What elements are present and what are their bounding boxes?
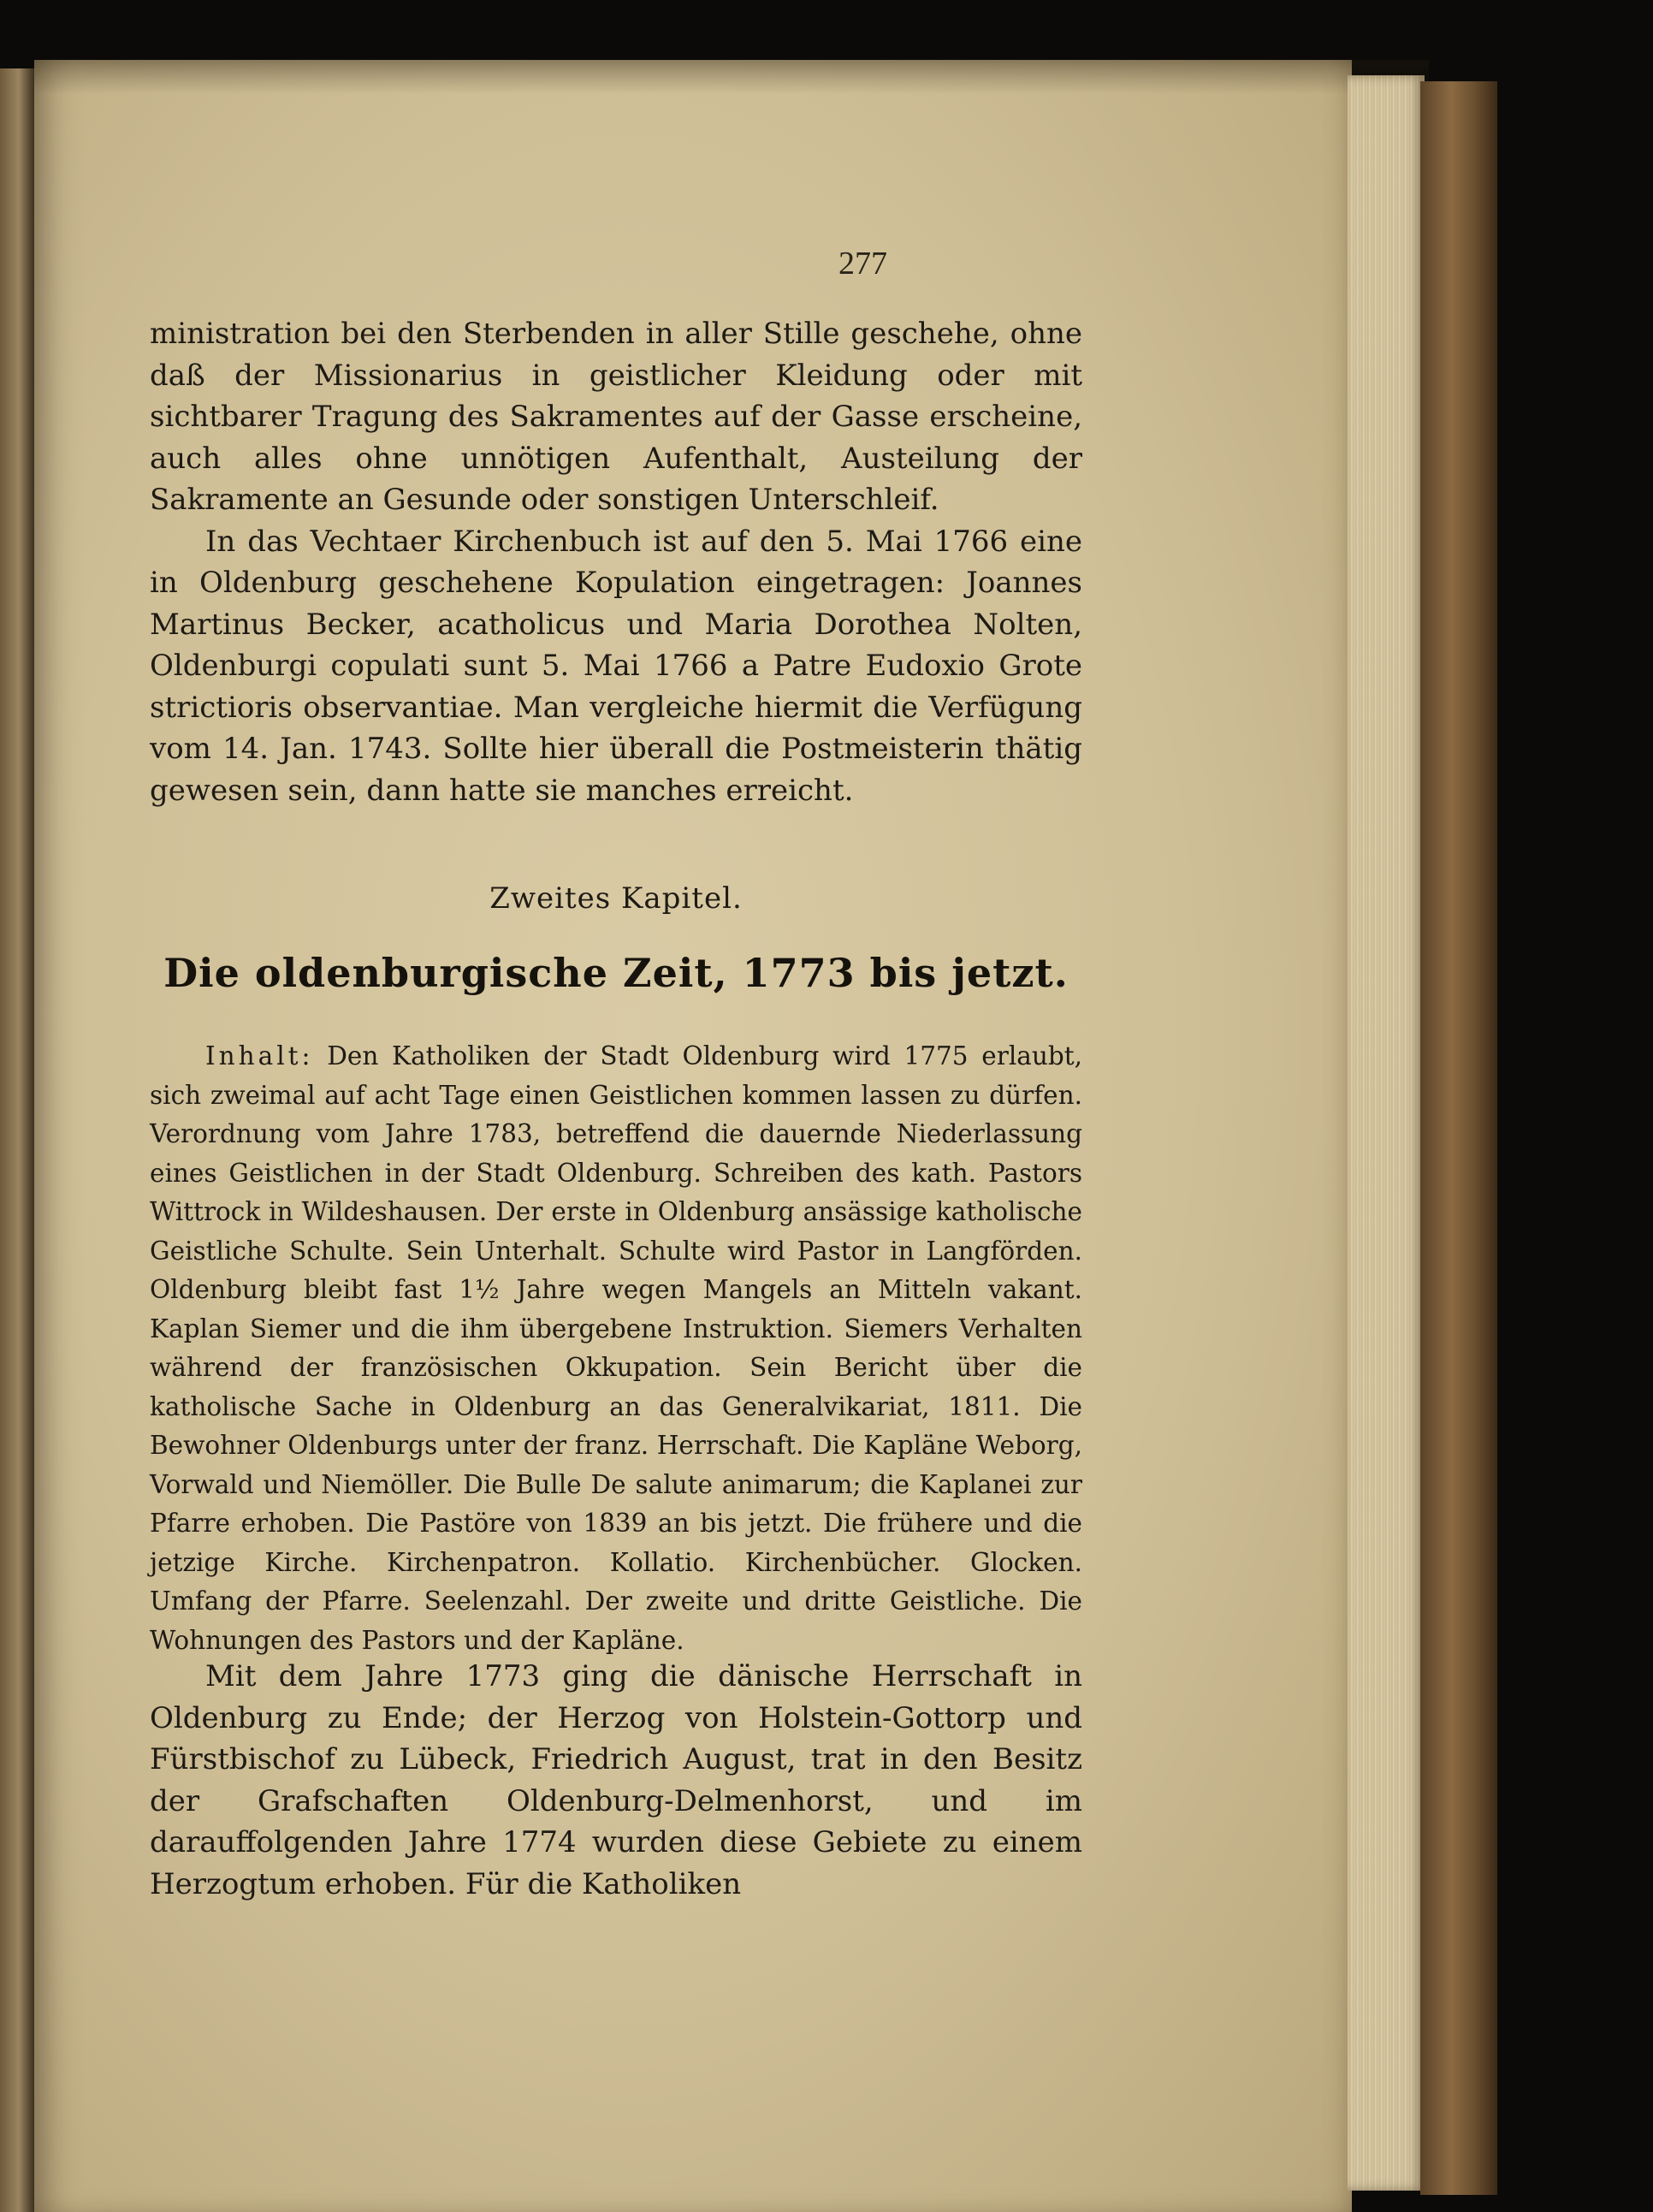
left-page-edge — [0, 68, 34, 2212]
text-section-bottom — [150, 1656, 1082, 1905]
chapter-summary — [150, 1037, 1082, 1660]
paragraph-3: Mit dem Jahre 1773 ging die dänische Herrschaft in Oldenburg zu Ende; der Herzog von Holstein-Gottorp und Fürstbischof zu Lübeck, Friedrich August, trat in den Besitz der Grafschaften Oldenburg-Delmenhorst, und im darauffolgenden Jahre 1774 wurden diese Gebiete zu einem Herzogtum erhoben. Für die Katholiken — [150, 1659, 1082, 1901]
summary-text: Den Katholiken der Stadt Oldenburg wird 1775 erlaubt, sich zweimal auf acht Tage einen Geistlichen kommen lassen zu dürfen. Verordnung vom Jahre 1783, betreffend die dauernde Niederlassung eines Geistlichen in der Stadt Oldenburg. Schreiben des kath. Pastors Wittrock in Wildeshausen. Der erste in Oldenburg ansässige katholische Geistliche Schulte. Sein Unterhalt. Schulte wird Pastor in Langförden. Oldenburg bleibt fast 1½ Jahre wegen Mangels an Mitteln vakant. Kaplan Siemer und die ihm übergebene Instruktion. Siemers Verhalten während der französischen Okkupation. Sein Bericht über die katholische Sache in Oldenburg an das Generalvikariat, 1811. Die Bewohner Oldenburgs unter der franz. Herrschaft. Die Kapläne Weborg, Vorwald und Niemöller. Die Bulle De salute animarum; die Kaplanei zur Pfarre erhoben. Die Pastöre von 1839 an bis jetzt. Die frühere und die jetzige Kirche. Kirchenpatron. Kollatio. Kirchenbücher. Glocken. Umfang der Pfarre. Seelenzahl. Der zweite und dritte Geistliche. Die Wohnungen des Pastors und der Kapläne. — [150, 1041, 1082, 1655]
summary-lead: Inhalt: — [205, 1041, 314, 1070]
page-top-shadow — [34, 60, 1429, 94]
chapter-title: Die oldenburgische Zeit, 1773 bis jetzt. — [163, 950, 1069, 996]
chapter-label: Zweites Kapitel. — [489, 881, 743, 916]
page-number: 277 — [838, 246, 887, 282]
summary-paragraph — [150, 1037, 1082, 1660]
text-section-top — [150, 313, 1082, 811]
paragraph-1: ministration bei den Sterbenden in aller Stille geschehe, ohne daß der Missionarius in geistlicher Kleidung oder mit sichtbarer Tragung des Sakramentes auf der Gasse erscheine, auch alles ohne unnötigen Aufenthalt, Austeilung der Sakramente an Gesunde oder sonstigen Unterschleif. — [150, 317, 1082, 517]
book-cover-edge — [1420, 81, 1497, 2195]
page-stack-edges — [1348, 75, 1425, 2191]
paragraph-2: In das Vechtaer Kirchenbuch ist auf den 5. Mai 1766 eine in Oldenburg geschehene Kopulation eingetragen: Joannes Martinus Becker, acatholicus und Maria Dorothea Nolten, Oldenburgi copulati sunt 5. Mai 1766 a Patre Eudoxio Grote strictioris observantiae. Man vergleiche hiermit die Verfügung vom 14. Jan. 1743. Sollte hier überall die Postmeisterin thätig gewesen sein, dann hatte sie manches erreicht. — [150, 524, 1082, 808]
